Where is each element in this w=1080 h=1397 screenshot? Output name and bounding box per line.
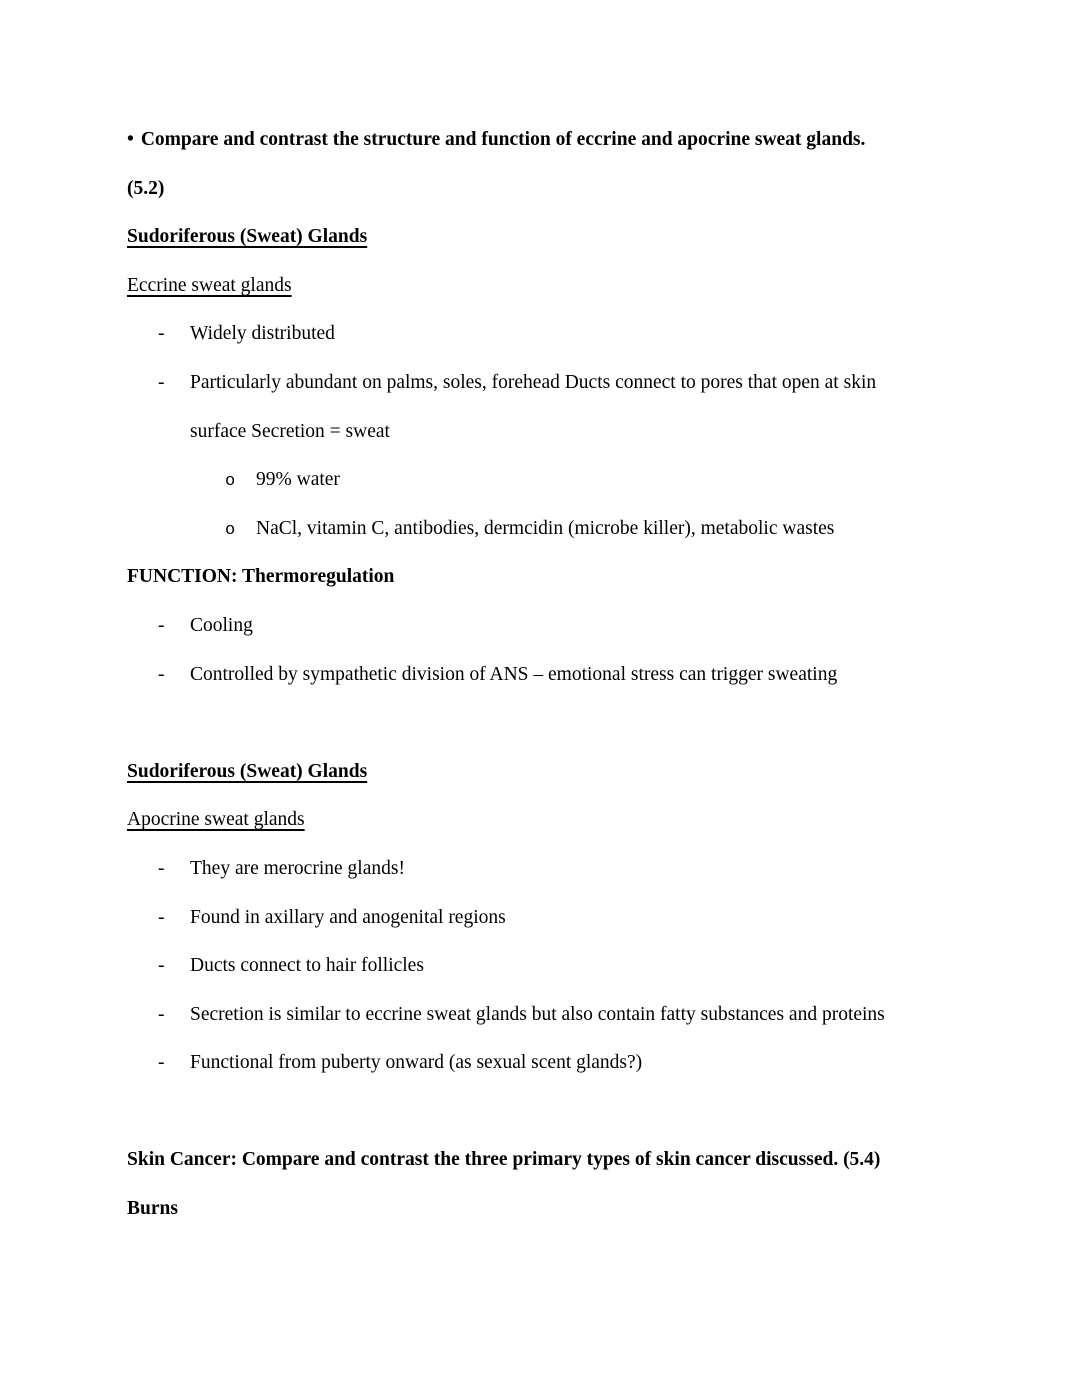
subheading-text: Apocrine sweat glands bbox=[127, 809, 305, 831]
heading-text: Burns bbox=[127, 1198, 178, 1220]
sub-list-item-text: NaCl, vitamin C, antibodies, dermcidin (microbe killer), metabolic wastes bbox=[256, 517, 835, 539]
section-number-text: (5.2) bbox=[127, 177, 165, 199]
heading-text: Compare and contrast the structure and function of eccrine and apocrine sweat glands. bbox=[140, 129, 866, 150]
list-item-text: Widely distributed bbox=[190, 323, 335, 345]
dash-bullet: - bbox=[158, 955, 165, 977]
list-item bbox=[127, 651, 1044, 700]
heading-text: Skin Cancer: Compare and contrast the three primary types of skin cancer discussed. (5.4) bbox=[127, 1149, 881, 1171]
dash-bullet: - bbox=[158, 371, 165, 393]
heading-text: Sudoriferous (Sweat) Glands bbox=[127, 226, 368, 248]
dash-bullet: - bbox=[158, 906, 165, 928]
heading-function-thermoregulation bbox=[127, 553, 1044, 602]
heading-text: Sudoriferous (Sweat) Glands bbox=[127, 760, 368, 782]
sub-list-item bbox=[127, 505, 1044, 554]
round-bullet: • bbox=[127, 129, 134, 150]
subheading-text: Eccrine sweat glands bbox=[127, 274, 292, 296]
heading-skin-cancer bbox=[127, 1136, 1044, 1185]
sub-list-item bbox=[127, 456, 1044, 505]
list-item-text: They are merocrine glands! bbox=[190, 857, 405, 879]
blank-line bbox=[127, 1088, 1044, 1137]
list-item bbox=[127, 602, 1044, 651]
sub-list-item-text: 99% water bbox=[256, 469, 340, 491]
dash-bullet: - bbox=[158, 614, 165, 636]
question-heading-sweat-glands bbox=[127, 116, 1044, 165]
list-item-text: surface Secretion = sweat bbox=[190, 420, 390, 442]
list-item-text: Secretion is similar to eccrine sweat glands but also contain fatty substances and proteins bbox=[190, 1003, 885, 1025]
heading-burns bbox=[127, 1185, 1044, 1234]
list-item bbox=[127, 942, 1044, 991]
list-item-text: Cooling bbox=[190, 614, 253, 636]
dash-bullet: - bbox=[158, 857, 165, 879]
dash-bullet: - bbox=[158, 1003, 165, 1025]
list-item-text: Ducts connect to hair follicles bbox=[190, 955, 424, 977]
list-item-continuation bbox=[127, 408, 1044, 457]
dash-bullet: - bbox=[158, 323, 165, 345]
list-item bbox=[127, 1039, 1044, 1088]
circle-bullet: o bbox=[225, 520, 236, 540]
heading-sudoriferous-glands-1 bbox=[127, 213, 1044, 262]
list-item-text: Found in axillary and anogenital regions bbox=[190, 906, 506, 928]
list-item bbox=[127, 310, 1044, 359]
list-item-text: Controlled by sympathetic division of ANS – emotional stress can trigger sweating bbox=[190, 663, 838, 685]
list-item bbox=[127, 991, 1044, 1040]
list-item bbox=[127, 845, 1044, 894]
dash-bullet: - bbox=[158, 663, 165, 685]
circle-bullet: o bbox=[225, 472, 236, 492]
heading-text: FUNCTION: Thermoregulation bbox=[127, 566, 395, 588]
list-item bbox=[127, 894, 1044, 943]
section-number bbox=[127, 165, 1044, 214]
blank-line bbox=[127, 699, 1044, 748]
subheading-apocrine-sweat-glands bbox=[127, 796, 1044, 845]
list-item-text: Functional from puberty onward (as sexual scent glands?) bbox=[190, 1052, 643, 1074]
heading-sudoriferous-glands-2 bbox=[127, 748, 1044, 797]
list-item-text: Particularly abundant on palms, soles, forehead Ducts connect to pores that open at skin bbox=[190, 371, 877, 393]
subheading-eccrine-sweat-glands bbox=[127, 262, 1044, 311]
dash-bullet: - bbox=[158, 1052, 165, 1074]
list-item bbox=[127, 359, 1044, 408]
